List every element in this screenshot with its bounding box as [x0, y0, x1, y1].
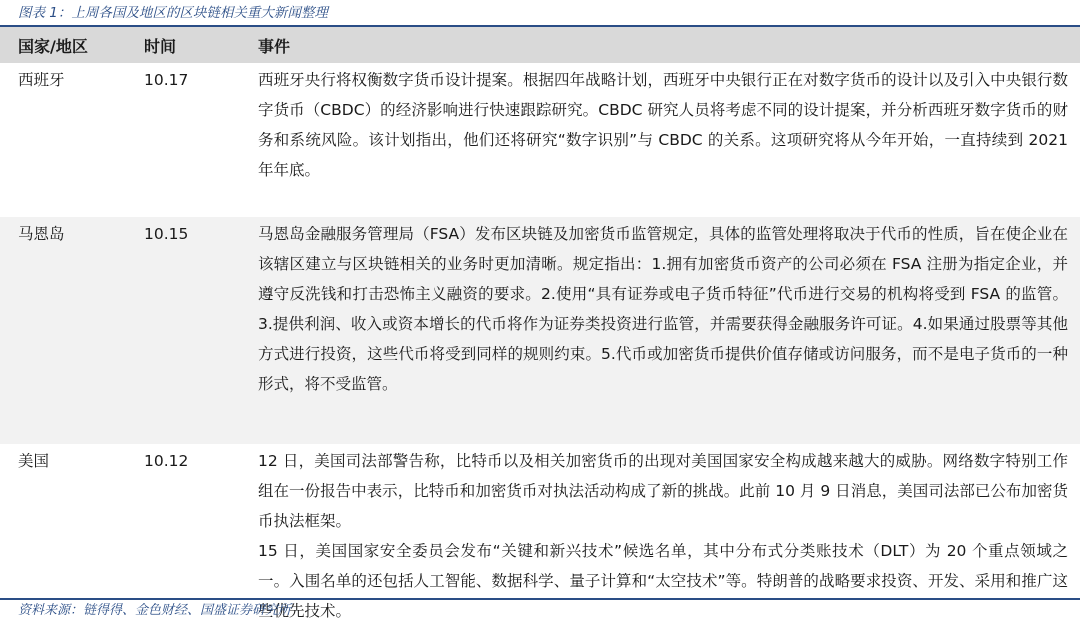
header-date: 时间: [144, 36, 177, 56]
event-cell: [250, 63, 1080, 217]
source-note: 资料来源：链得得、金色财经、国盛证券研究所: [18, 603, 292, 618]
news-table: [0, 27, 1080, 634]
header-country: 国家/地区: [18, 36, 88, 56]
date-cell: 10.17: [144, 71, 189, 89]
header-event: 事件: [258, 36, 291, 56]
country-cell: 美国: [18, 452, 50, 470]
header-row: [0, 27, 1080, 63]
date-cell: 10.12: [144, 452, 189, 470]
event-cell: [250, 217, 1080, 444]
event-paragraph: 马恩岛金融服务管理局（FSA）发布区块链及加密货币监管规定，具体的监管处理将取决于代币的性质，旨在使企业在该辖区建立与区块链相关的业务时更加清晰。规定指出：1.拥有加密货币资产的公司必须在 FSA 注册为指定企业，并遵守反洗钱和打击恐怖主义融资的要求。2.使用“具有证券或电子货币特征”代币进行交易的机构将受到 FSA 的监管。3.提供利润、收入或资本增长的代币将作为证券类投资进行监管，并需要获得金融服务许可证。4.如果通过股票等其他方式进行投资，这些代币将受到同样的规则约束。5.代币或加密货币提供价值存储或访问服务，而不是电子货币的一种形式，将不受监管。: [258, 225, 1068, 393]
event-paragraph: 15 日，美国国家安全委员会发布“关键和新兴技术”候选名单，其中分布式分类账技术（DLT）为 20 个重点领域之一。入围名单的还包括人工智能、数据科学、量子计算和“太空技术”等。特朗普的战略要求投资、开发、采用和推广这些优先技术。: [258, 542, 1068, 620]
table-row: [0, 217, 1080, 444]
table-row: [0, 63, 1080, 217]
country-cell: 马恩岛: [18, 225, 65, 243]
event-paragraph: 西班牙央行将权衡数字货币设计提案。根据四年战略计划，西班牙中央银行正在对数字货币的设计以及引入中央银行数字货币（CBDC）的经济影响进行快速跟踪研究。CBDC 研究人员将考虑不同的设计提案，并分析西班牙数字货币的财务和系统风险。该计划指出，他们还将研究“数字识别”与 CBDC 的关系。这项研究将从今年开始，一直持续到 2021 年年底。: [258, 71, 1068, 179]
event-paragraph: 12 日，美国司法部警告称，比特币以及相关加密货币的出现对美国国家安全构成越来越大的威胁。网络数字特别工作组在一份报告中表示，比特币和加密货币对执法活动构成了新的挑战。此前 10 月 9 日消息，美国司法部已公布加密货币执法框架。: [258, 452, 1068, 530]
event-cell: [250, 444, 1080, 634]
bottom-rule: [0, 598, 1080, 600]
country-cell: 西班牙: [18, 71, 65, 89]
table-caption: 图表 1：上周各国及地区的区块链相关重大新闻整理: [18, 5, 328, 21]
date-cell: 10.15: [144, 225, 189, 243]
